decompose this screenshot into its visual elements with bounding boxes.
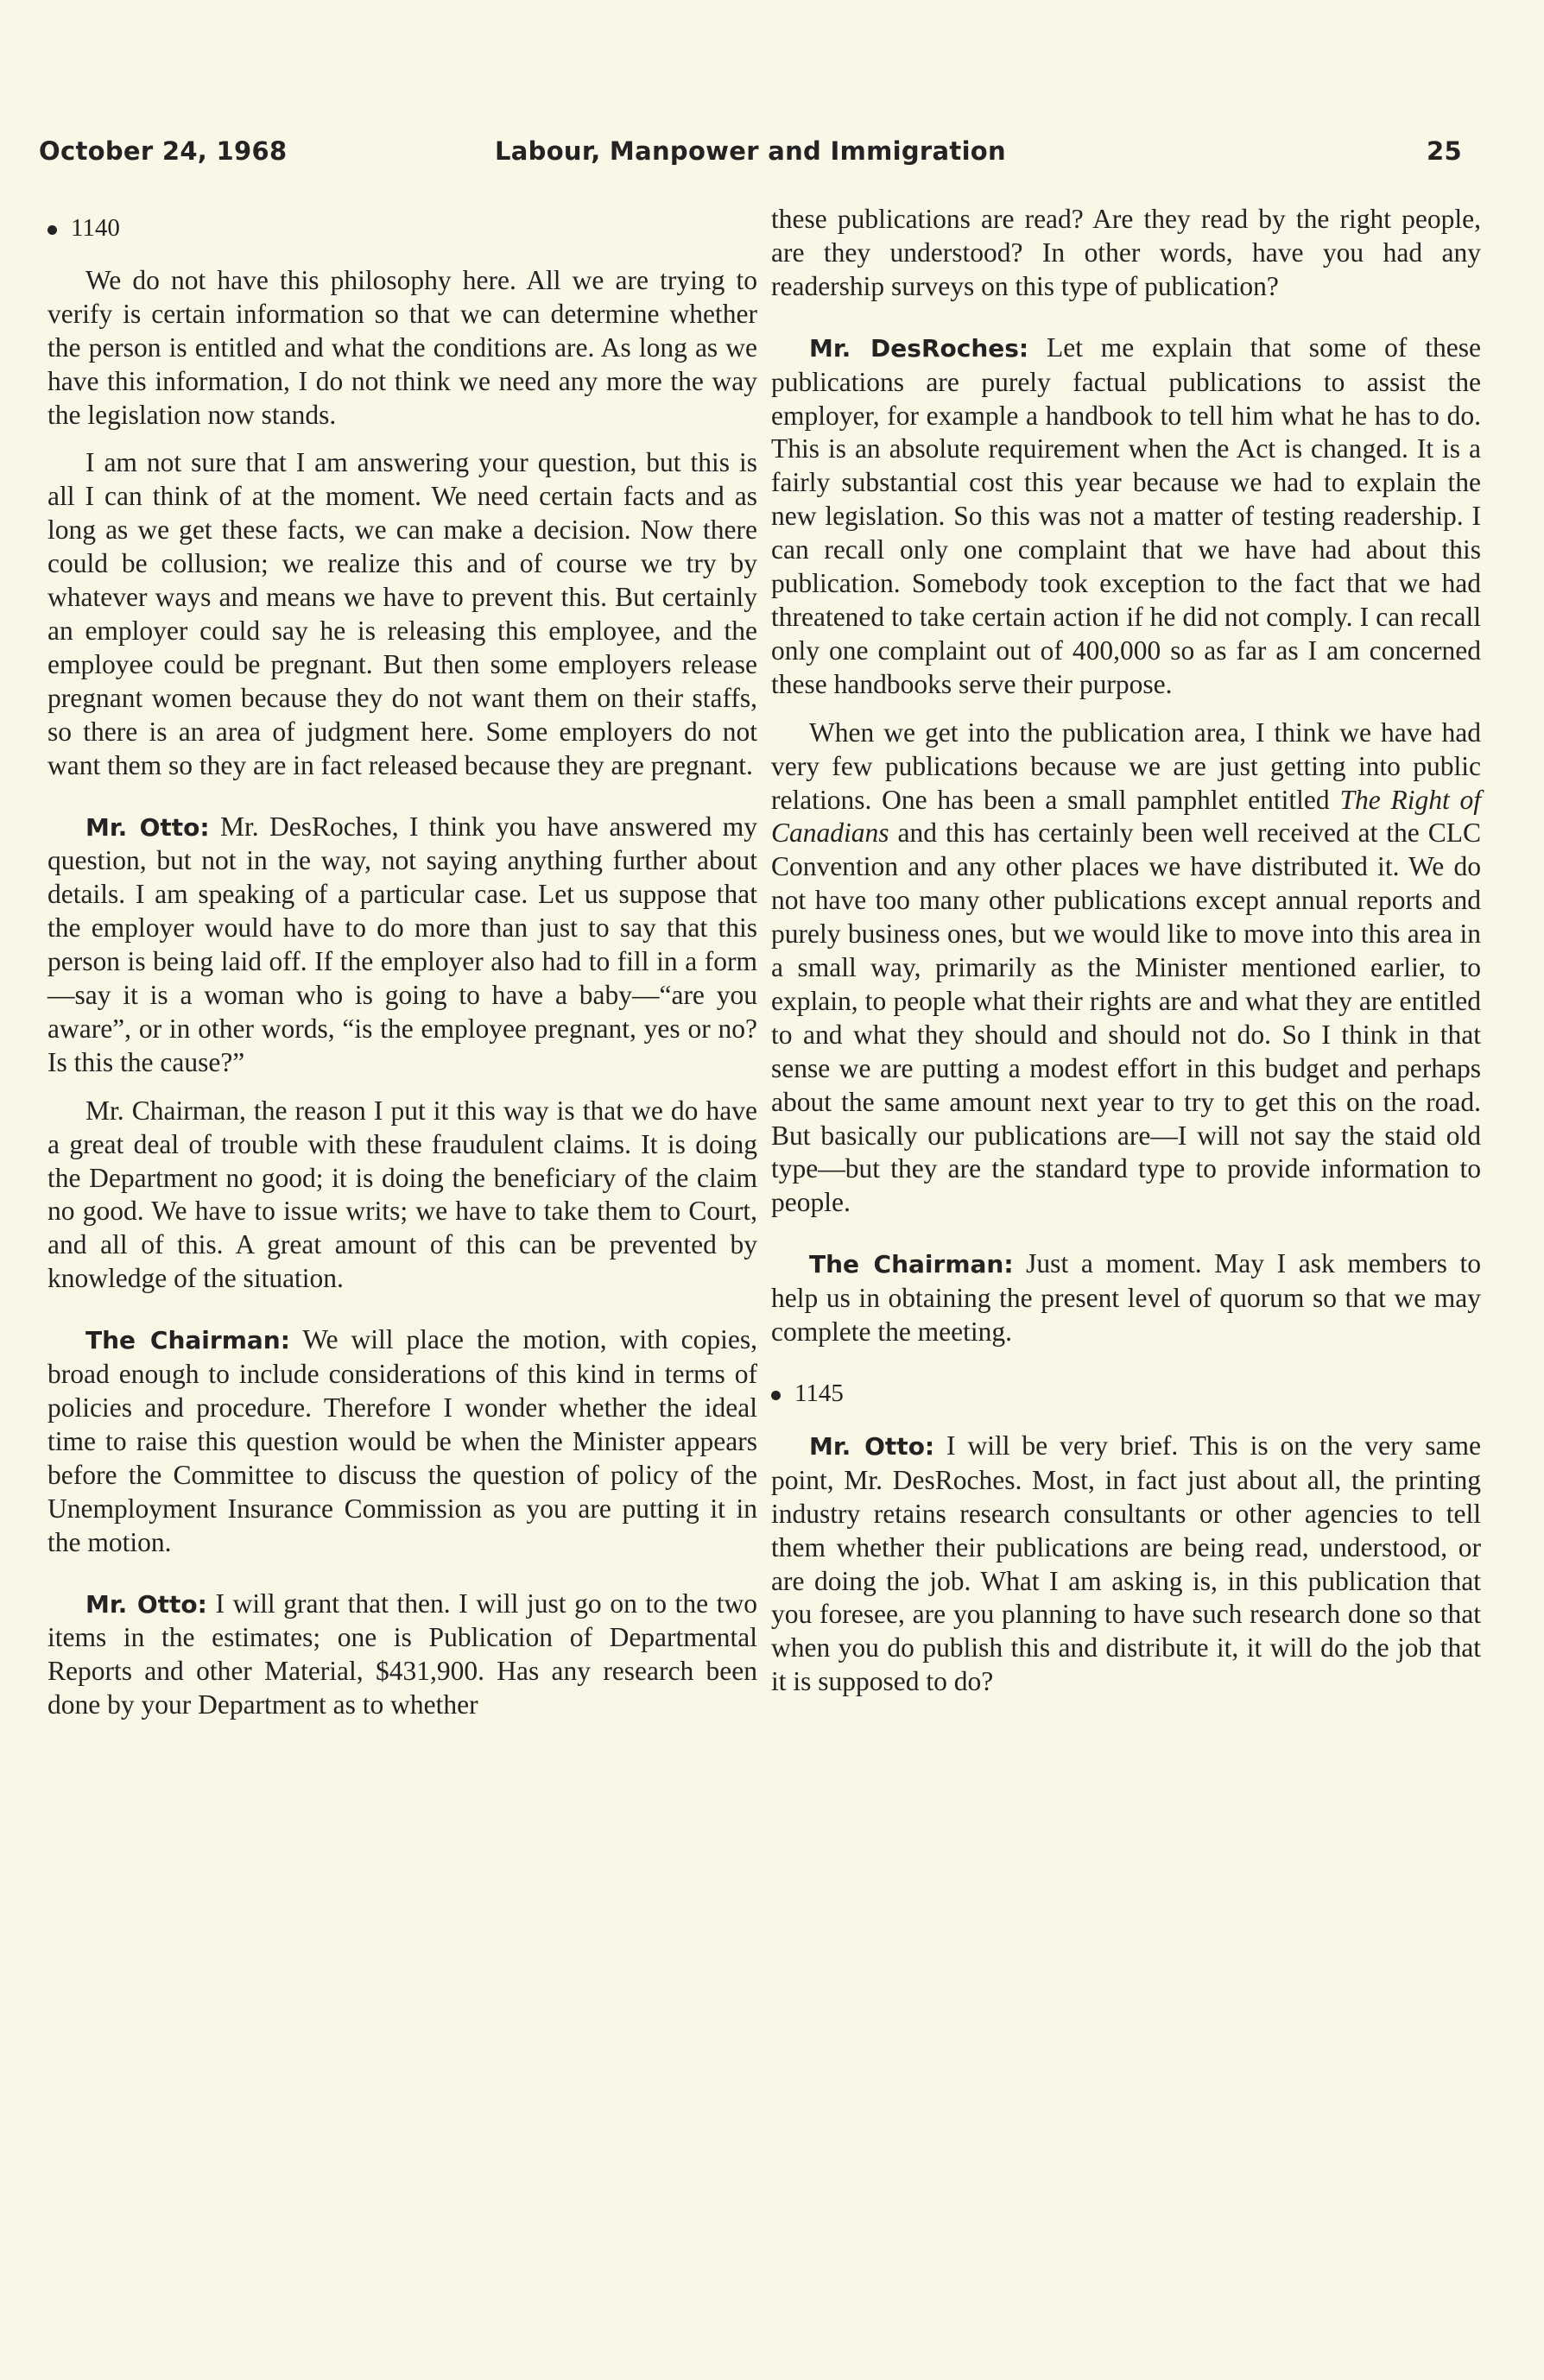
paragraph [771, 717, 1481, 1221]
speech-text: I will grant that then. I will just go on to the two items in the estimates; one is Publication of Departmental Reports and other Material, $431,900. Has any research been done by your Department as to whether [47, 1588, 757, 1720]
paragraph [771, 1430, 1481, 1699]
paragraph [47, 1588, 757, 1723]
header-title: Labour, Manpower and Immigration [495, 136, 1006, 166]
paragraph: these publications are read? Are they read by the right people, are they understood? In other words, have you had any readership surveys on this type of publication? [771, 204, 1481, 301]
header-date: October 24, 1968 [39, 136, 288, 166]
page-number: 25 [1427, 136, 1462, 166]
paragraph [47, 1323, 757, 1559]
page-header [39, 136, 1462, 174]
speaker-name: The Chairman: [809, 1250, 1014, 1279]
speech-text: and this has certainly been well received at the CLC Convention and any other places we have distributed it. We do not have too many other publications except annual reports and purely business ones, but we would like to move into this area in a small way, primarily as the Minister mentioned earlier, to explain, to people what their rights are and what they are entitled to and what they should and should not do. So I think in that sense we are putting a modest effort in this budget and perhaps about the same amount next year to try to get this on the road. But basically our publications are—I will not say the staid old type—but they are the standard type to provide information to people. [771, 818, 1481, 1218]
paragraph [771, 331, 1481, 702]
speech-text: Let me explain that some of these publications are purely factual publications to assist the employer, for example a handbook to tell him what he has to do. This is an absolute requirement when the Act is changed. It is a fairly substantial cost this year because we had to explain the new legislation. So this was not a matter of testing readership. I can recall only one complaint that we have had about this publication. Somebody took exception to the fact that we had threatened to take certain action if he did not comply. I can recall only one complaint out of 400,000 so as far as I am concerned these handbooks serve their purpose. [771, 331, 1481, 699]
speaker-name: The Chairman: [85, 1326, 290, 1355]
right-column [771, 204, 1481, 1699]
paragraph [47, 811, 757, 1080]
speech-text: When we get into the publication area, I think we have had very few publications because we are just getting into public relations. One has been a small pamphlet entitled [771, 717, 1481, 815]
speech-text: We will place the motion, with copies, broad enough to include considerations of this kind in terms of policies and procedure. Therefore I wonder whether the ideal time to raise this question would be when the Minister appears before the Committee to discuss the question of policy of the Unemployment Insurance Commission as you are putting it in the motion. [47, 1324, 757, 1557]
publication-title: The Right of Canadians [771, 784, 1481, 849]
paragraph: Mr. Chairman, the reason I put it this way is that we do have a great deal of trouble with these fraudulent claims. It is doing the Department no good; it is doing the beneficiary of the claim no good. We have to issue writs; we have to take them to Court, and all of this. A great amount of this can be prevented by knowledge of the situation. [47, 1095, 757, 1294]
left-column [47, 211, 757, 1722]
paragraph: I am not sure that I am answering your question, but this is all I can think of at the moment. We need certain facts and as long as we get these facts, we can make a decision. Now there could be collusion; we realize this and of course we try by whatever ways and means we have to prevent this. But certainly an employer could say he is releasing this employee, and the employee could be pregnant. But then some employers release pregnant women because they do not want them on their staffs, so there is an area of judgment here. Some employers do not want them so they are in fact released because they are pregnant. [47, 447, 757, 780]
speaker-name: Mr. DesRoches: [809, 333, 1029, 363]
time-marker-label: 1145 [794, 1379, 844, 1407]
speech-text: I will be very brief. This is on the very same point, Mr. DesRoches. Most, in fact just about all, the printing industry retains research consultants or other agencies to tell them whether their publications are being read, understood, or are doing the job. What I am asking is, in this publication that you foresee, are you planning to have such research done so that when you do publish this and distribute it, it will do the job that it is supposed to do? [771, 1430, 1481, 1697]
time-marker [771, 1377, 1481, 1411]
bullet-icon [771, 1391, 781, 1400]
speech-text: Just a moment. May I ask members to help us in obtaining the present level of quorum so that we may complete the meeting. [771, 1248, 1481, 1348]
speaker-name: Mr. Otto: [85, 1589, 207, 1619]
speaker-name: Mr. Otto: [85, 812, 210, 842]
speech-text: Mr. DesRoches, I think you have answered my question, but not in the way, not saying anything further about details. I am speaking of a particular case. Let us suppose that the employer would have to do more than just to say that this person is being laid off. If the employer also had to fill in a form —say it is a woman who is going to have a baby—“are you aware”, or in other words, “is the employee pregnant, yes or no? Is this the cause?” [47, 811, 757, 1077]
bullet-icon [47, 225, 57, 235]
time-marker [47, 211, 757, 245]
speaker-name: Mr. Otto: [809, 1431, 935, 1461]
paragraph [771, 1247, 1481, 1349]
time-marker-label: 1140 [71, 214, 120, 242]
paragraph: We do not have this philosophy here. All we are trying to verify is certain information so that we can determine whether the person is entitled and what the conditions are. As long as we have this information, I do not think we need any more the way the legislation now stands. [47, 264, 757, 430]
